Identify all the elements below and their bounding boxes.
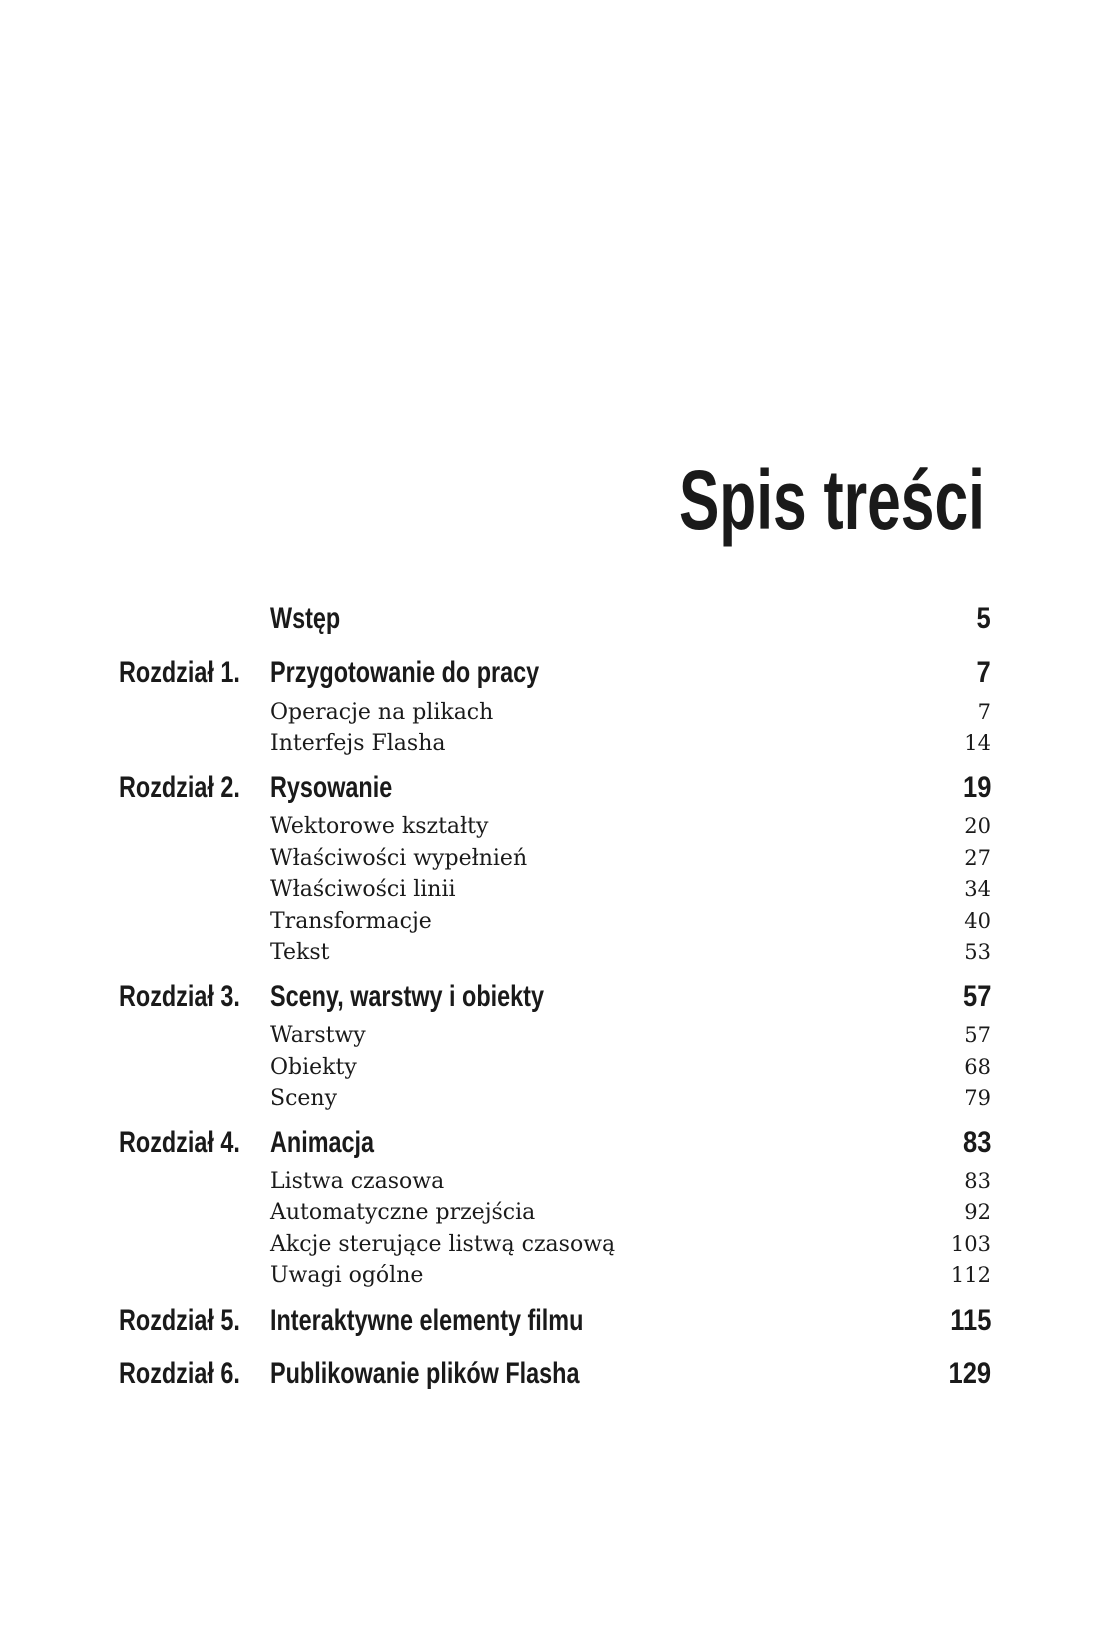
chapter-title: Sceny, warstwy i obiekty [270, 980, 544, 1013]
chapter-page-number: 19 [962, 771, 991, 804]
section-page-number: 112 [950, 1263, 991, 1287]
chapter-title: Wstęp [270, 602, 341, 635]
section-page-number: 40 [964, 909, 991, 933]
chapter-number: Rozdział 6. [119, 1357, 240, 1390]
section-page-number: 20 [964, 814, 991, 838]
chapter-number: Rozdział 4. [119, 1126, 240, 1159]
toc-chapter-row [0, 656, 1103, 696]
chapter-page-number: 5 [976, 602, 991, 635]
section-page-number: 92 [964, 1200, 991, 1224]
toc-section-row [0, 1023, 1103, 1051]
section-title: Listwa czasowa [270, 1169, 445, 1194]
toc-section-row [0, 940, 1103, 968]
toc-section-row [0, 877, 1103, 905]
chapter-title: Publikowanie plików Flasha [270, 1357, 580, 1390]
section-page-number: 103 [950, 1232, 991, 1256]
section-title: Właściwości wypełnień [270, 846, 528, 871]
section-title: Warstwy [270, 1023, 366, 1048]
section-page-number: 79 [964, 1086, 991, 1110]
toc-chapter-row [0, 1126, 1103, 1166]
chapter-number: Rozdział 5. [119, 1304, 240, 1337]
chapter-number: Rozdział 1. [119, 656, 240, 689]
section-page-number: 14 [964, 731, 991, 755]
toc-section-row [0, 731, 1103, 759]
chapter-number: Rozdział 2. [119, 771, 240, 804]
chapter-title: Rysowanie [270, 771, 393, 804]
toc-chapter-row [0, 1304, 1103, 1344]
section-title: Akcje sterujące listwą czasową [270, 1232, 616, 1257]
toc-section-row [0, 700, 1103, 728]
section-page-number: 57 [964, 1023, 991, 1047]
section-page-number: 27 [964, 846, 991, 870]
toc-section-row [0, 1055, 1103, 1083]
section-title: Automatyczne przejścia [270, 1200, 536, 1225]
section-title: Tekst [270, 940, 330, 965]
toc-chapter-row [0, 771, 1103, 811]
toc-chapter-row [0, 602, 1103, 642]
chapter-number: Rozdział 3. [119, 980, 240, 1013]
chapter-page-number: 57 [962, 980, 991, 1013]
toc-section-row [0, 846, 1103, 874]
toc-chapter-row [0, 1357, 1103, 1397]
toc-section-row [0, 1200, 1103, 1228]
section-page-number: 83 [964, 1169, 991, 1193]
chapter-page-number: 7 [976, 656, 991, 689]
chapter-title: Przygotowanie do pracy [270, 656, 540, 689]
chapter-title: Interaktywne elementy filmu [270, 1304, 584, 1337]
section-page-number: 68 [964, 1055, 991, 1079]
toc-section-row [0, 814, 1103, 842]
section-page-number: 7 [977, 700, 991, 724]
section-title: Operacje na plikach [270, 700, 494, 725]
chapter-page-number: 115 [949, 1304, 991, 1337]
chapter-title: Animacja [270, 1126, 375, 1159]
toc-section-row [0, 1232, 1103, 1260]
toc-section-row [0, 1263, 1103, 1291]
section-title: Wektorowe kształty [270, 814, 489, 839]
toc-section-row [0, 1086, 1103, 1114]
section-page-number: 53 [964, 940, 991, 964]
chapter-page-number: 129 [948, 1357, 991, 1390]
page-title: Spis treści [679, 453, 985, 547]
toc-section-row [0, 1169, 1103, 1197]
section-title: Transformacje [270, 909, 432, 934]
section-title: Właściwości linii [270, 877, 456, 902]
section-title: Obiekty [270, 1055, 357, 1080]
section-title: Uwagi ogólne [270, 1263, 424, 1288]
section-page-number: 34 [964, 877, 991, 901]
chapter-page-number: 83 [962, 1126, 991, 1159]
toc-chapter-row [0, 980, 1103, 1020]
section-title: Sceny [270, 1086, 338, 1111]
section-title: Interfejs Flasha [270, 731, 446, 756]
toc-section-row [0, 909, 1103, 937]
